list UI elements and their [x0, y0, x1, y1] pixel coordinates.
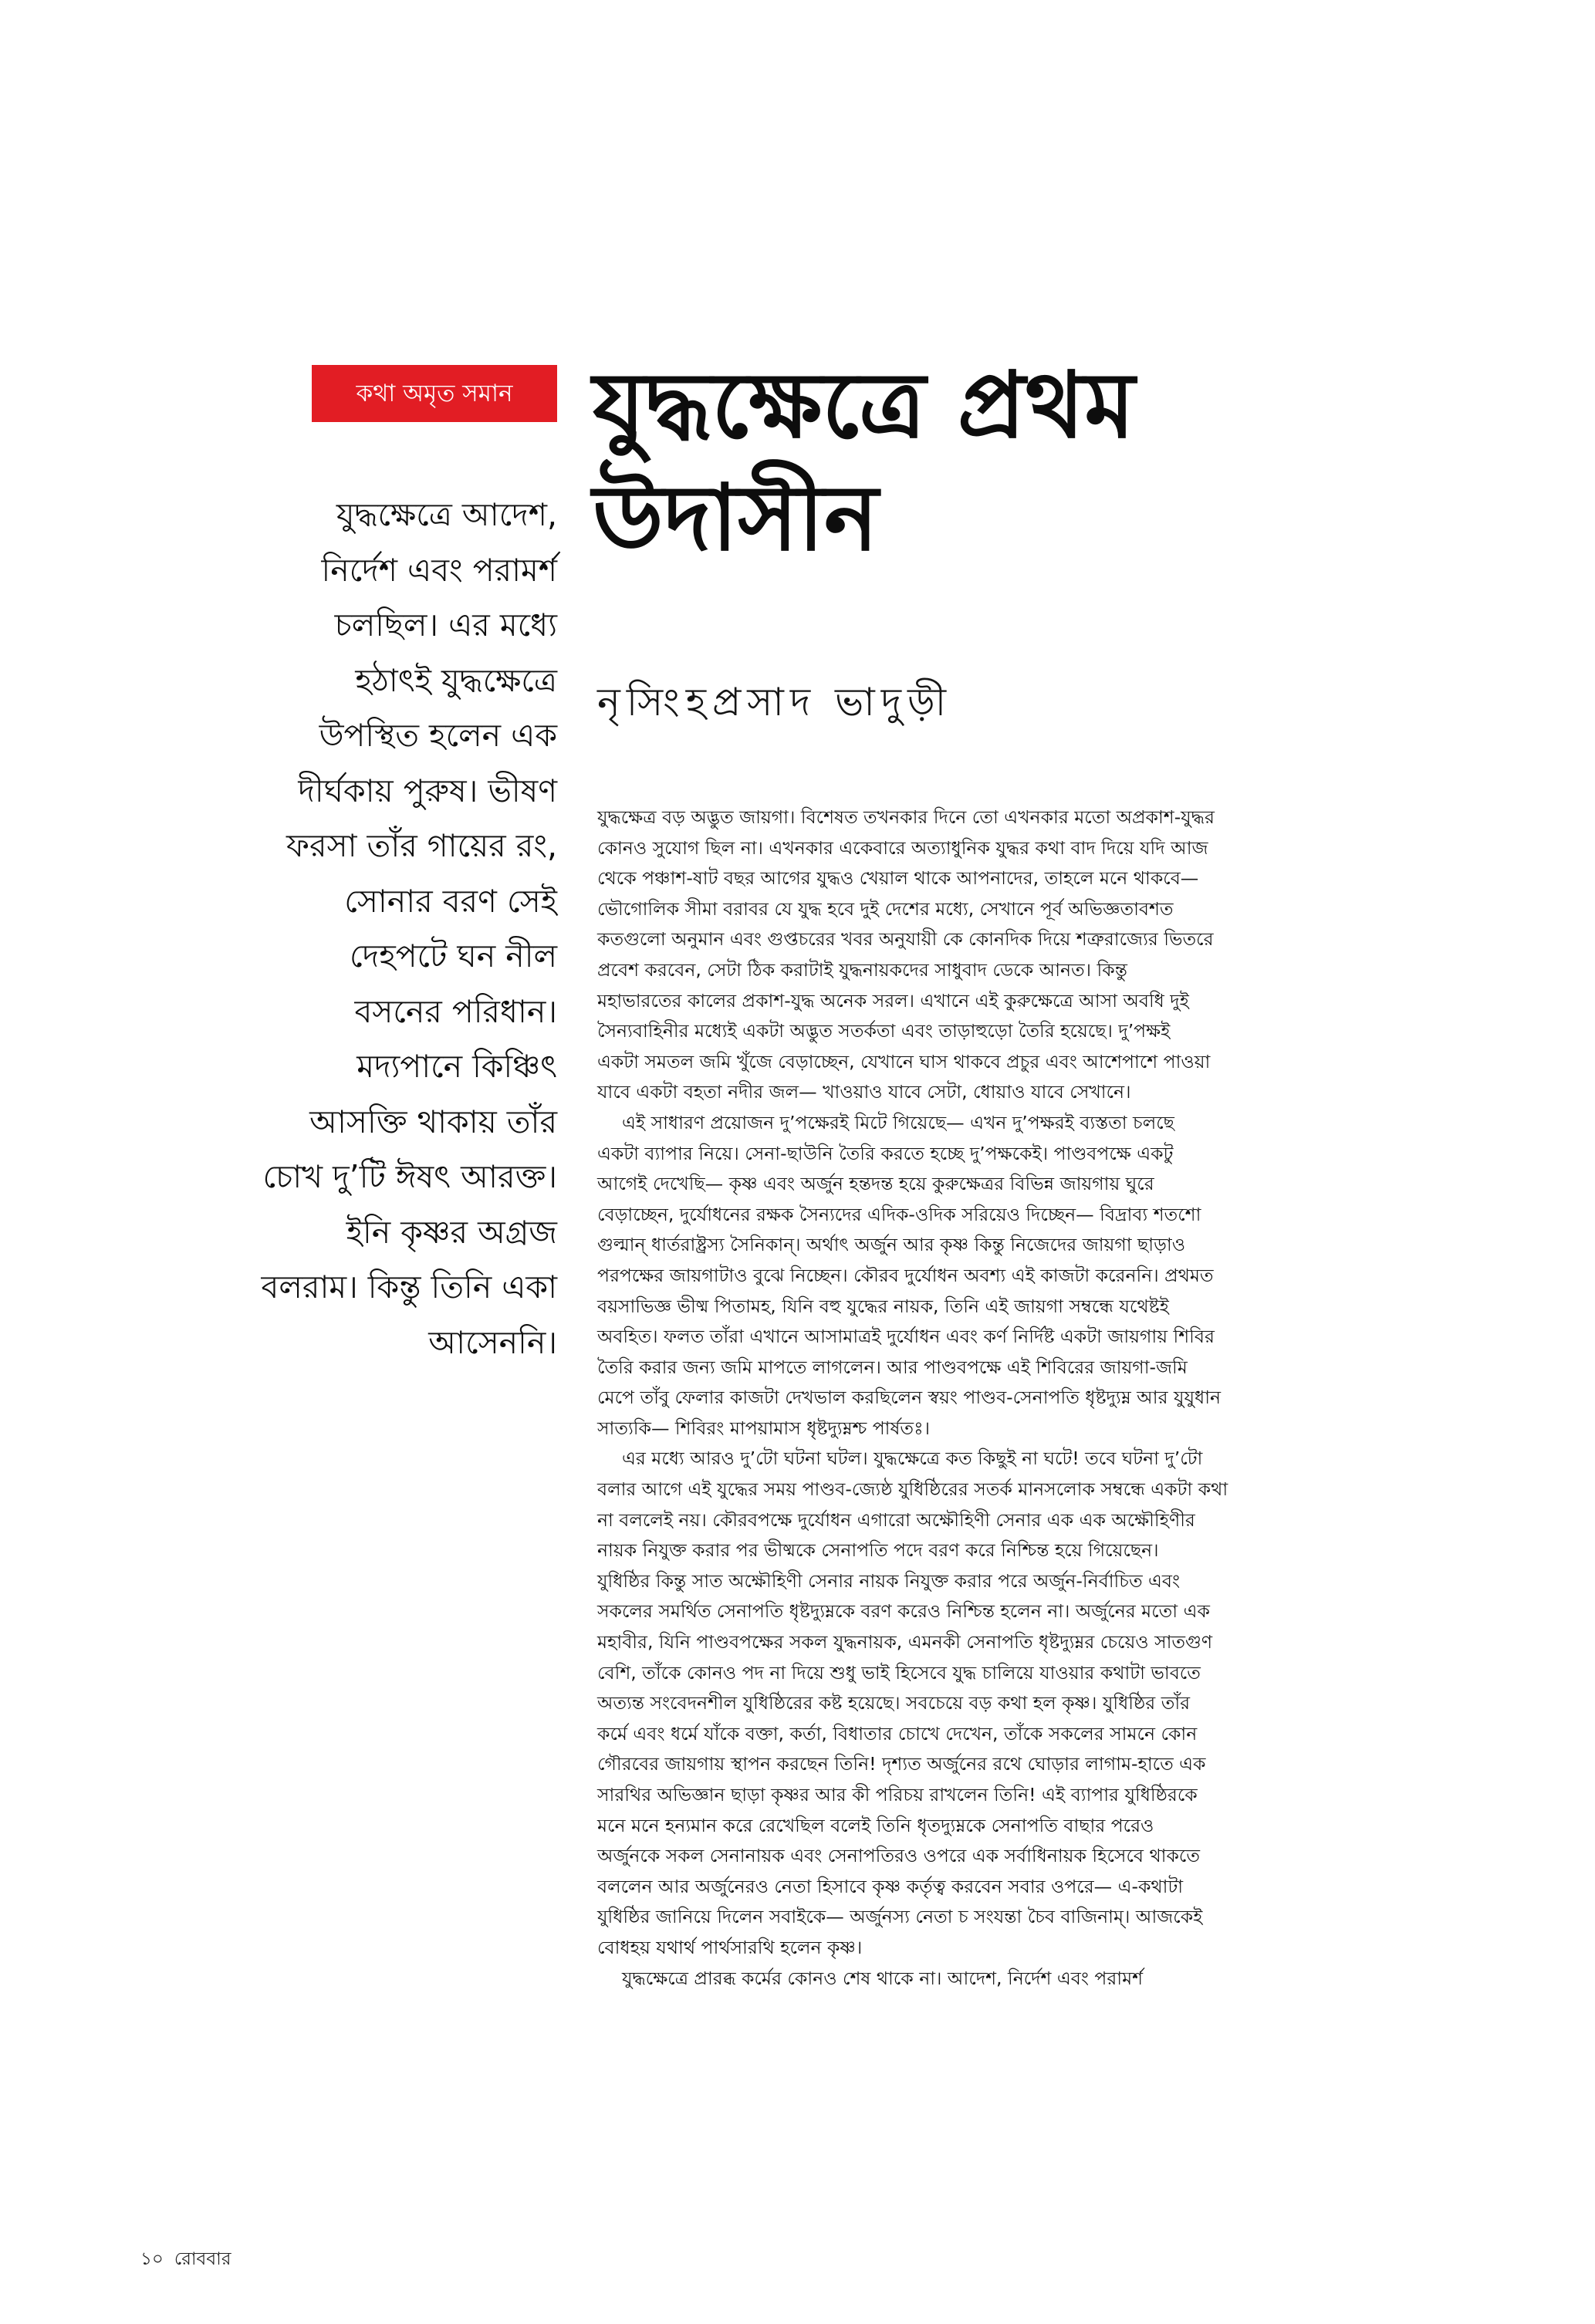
pullquote-line: বসনের পরিধান। — [354, 992, 557, 1030]
body-line: এই সাধারণ প্রয়োজন দু’পক্ষেরই মিটে গিয়েছে— এখন দু’পক্ষরই ব্যস্ততা চলছে — [622, 1111, 1174, 1133]
body-line: এর মধ্যে আরও দু’টো ঘটনা ঘটল। যুদ্ধক্ষেত্রে কত কিছুই না ঘটে! তবে ঘটনা দু’টো — [622, 1447, 1203, 1470]
title-line-1: যুদ্ধক্ষেত্রে প্রথম — [593, 352, 1135, 458]
pull-quote — [116, 488, 557, 1370]
body-line: অর্জুনকে সকল সেনানায়ক এবং সেনাপতিরও ওপরে এক সর্বাধিনায়ক হিসেবে থাকতে — [597, 1845, 1200, 1867]
pullquote-line: আসেননি। — [428, 1323, 557, 1361]
body-line: বেশি, তাঁকে কোনও পদ না দিয়ে শুধু ভাই হিসেবে যুদ্ধ চালিয়ে যাওয়ার কথাটা ভাবতে — [597, 1661, 1201, 1684]
author-byline: নৃসিংহপ্রসাদ ভাদুড়ী — [597, 680, 953, 725]
pullquote-line: ফরসা তাঁর গায়ের রং, — [286, 827, 557, 864]
pullquote-line: দীর্ঘকায় পুরুষ। ভীষণ — [298, 772, 557, 809]
body-line: যুধিষ্ঠির কিন্তু সাত অক্ষৌহিণী সেনার নায়ক নিযুক্ত করার পরে অর্জুন-নির্বাচিত এবং — [597, 1569, 1181, 1592]
body-line: যাবে একটা বহতা নদীর জল— খাওয়াও যাবে সেটা, ধোয়াও যাবে সেখানে। — [597, 1081, 1131, 1103]
article-body — [597, 802, 1516, 1994]
body-line: বেড়াচ্ছেন, দুর্যোধনের রক্ষক সৈন্যদের এদিক-ওদিক সরিয়েও দিচ্ছেন— বিদ্রাব্য শতশো — [597, 1203, 1201, 1225]
body-line: ভৌগোলিক সীমা বরাবর যে যুদ্ধ হবে দুই দেশের মধ্যে, সেখানে পূর্ব অভিজ্ঞতাবশত — [597, 897, 1174, 920]
body-line: অত্যন্ত সংবেদনশীল যুধিষ্ঠিরের কষ্ট হয়েছে। সবচেয়ে বড় কথা হল কৃষ্ণ। যুধিষ্ঠির তাঁর — [597, 1692, 1191, 1714]
page-number: ১০ — [140, 2249, 164, 2269]
body-line: কতগুলো অনুমান এবং গুপ্তচরের খবর অনুযায়ী কে কোনদিক দিয়ে শত্রুরাজ্যের ভিতরে — [597, 928, 1214, 951]
pullquote-line: ইনি কৃষ্ণর অগ্রজ — [346, 1213, 557, 1251]
pullquote-line: নির্দেশ এবং পরামর্শ — [321, 551, 557, 589]
title-line-2: উদাসীন — [593, 464, 879, 571]
pullquote-line: সোনার বরণ সেই — [344, 882, 557, 920]
body-line: অবহিত। ফলত তাঁরা এখানে আসামাত্রই দুর্যোধন এবং কর্ণ নির্দিষ্ট একটা জায়গায় শিবির — [597, 1326, 1215, 1348]
body-line: নায়ক নিযুক্ত করার পর ভীষ্মকে সেনাপতি পদে বরণ করে নিশ্চিন্ত হয়ে গিয়েছেন। — [597, 1539, 1159, 1562]
body-line: কর্মে এবং ধর্মে যাঁকে বক্তা, কর্তা, বিধাতার চোখে দেখেন, তাঁকে সকলের সামনে কোন — [597, 1722, 1198, 1745]
body-line: একটা ব্যাপার নিয়ে। সেনা-ছাউনি তৈরি করতে হচ্ছে দু’পক্ষকেই। পাণ্ডবপক্ষে একটু — [597, 1142, 1174, 1164]
body-line: যুদ্ধক্ষেত্র বড় অদ্ভুত জায়গা। বিশেষত তখনকার দিনে তো এখনকার মতো অপ্রকাশ-যুদ্ধর — [597, 806, 1215, 828]
article-title — [593, 349, 1534, 574]
body-line: গুল্মান্ ধার্তরাষ্ট্রস্য সৈনিকান্। অর্থাৎ অর্জুন আর কৃষ্ণ কিন্তু নিজেদের জায়গা ছাড়াও — [597, 1234, 1186, 1256]
body-line: কোনও সুযোগ ছিল না। এখনকার একেবারে অত্যাধুনিক যুদ্ধর কথা বাদ দিয়ে যদি আজ — [597, 836, 1208, 859]
body-line: একটা সমতল জমি খুঁজে বেড়াচ্ছেন, যেখানে ঘাস থাকবে প্রচুর এবং আশেপাশে পাওয়া — [597, 1050, 1211, 1072]
body-line: মনে মনে হন্যমান করে রেখেছিল বলেই তিনি ধৃতদ্যুম্নকে সেনাপতি বাছার পরেও — [597, 1814, 1154, 1836]
body-line: বয়সাভিজ্ঞ ভীষ্ম পিতামহ, যিনি বহু যুদ্ধের নায়ক, তিনি এই জায়গা সম্বন্ধে যথেষ্টই — [597, 1295, 1169, 1317]
body-line: বললেন আর অর্জুনেরও নেতা হিসাবে কৃষ্ণ কর্তৃত্ব করবেন সবার ওপরে— এ-কথাটা — [597, 1875, 1184, 1897]
pullquote-line: আসক্তি থাকায় তাঁর — [309, 1103, 557, 1140]
body-line: সাত্যকি— শিবিরং মাপয়ামাস ধৃষ্টদ্যুম্নশ্চ পার্ষতঃ। — [597, 1417, 930, 1439]
section-tag: কথা অমৃত সমান — [312, 365, 557, 422]
body-line: তৈরি করার জন্য জমি মাপতে লাগলেন। আর পাণ্ডবপক্ষে এই শিবিরের জায়গা-জমি — [597, 1356, 1188, 1378]
body-line: যুধিষ্ঠির জানিয়ে দিলেন সবাইকে— অর্জুনস্য নেতা চ সংযন্তা চৈব বাজিনাম্। আজকেই — [597, 1906, 1203, 1928]
pullquote-line: বলরাম। কিন্তু তিনি একা — [261, 1268, 557, 1306]
pullquote-line: মদ্যপানে কিঞ্চিৎ — [357, 1048, 557, 1085]
body-line: বোধহয় যথার্থ পার্থসারথি হলেন কৃষ্ণ। — [597, 1936, 863, 1958]
pullquote-line: চোখ দু’টি ঈষৎ আরক্ত। — [262, 1158, 557, 1195]
pullquote-line: চলছিল। এর মধ্যে — [334, 606, 557, 643]
body-line: আগেই দেখেছি— কৃষ্ণ এবং অর্জুন হন্তদন্ত হয়ে কুরুক্ষেত্রর বিভিন্ন জায়গায় ঘুরে — [597, 1173, 1154, 1195]
pullquote-line: হঠাৎই যুদ্ধক্ষেত্রে — [355, 661, 557, 699]
body-line: বলার আগে এই যুদ্ধের সময় পাণ্ডব-জ্যেষ্ঠ যুধিষ্ঠিরের সতর্ক মানসলোক সম্বন্ধে একটা কথা — [597, 1478, 1228, 1501]
body-line: সৈন্যবাহিনীর মধ্যেই একটা অদ্ভুত সতর্কতা এবং তাড়াহুড়ো তৈরি হয়েছে। দু’পক্ষই — [597, 1020, 1171, 1042]
page-footer — [140, 2245, 242, 2273]
body-line: সকলের সমর্থিত সেনাপতি ধৃষ্টদ্যুম্নকে বরণ করেও নিশ্চিন্ত হলেন না। অর্জুনের মতো এক — [597, 1600, 1210, 1623]
body-line: মহাবীর, যিনি পাণ্ডবপক্ষের সকল যুদ্ধনায়ক, এমনকী সেনাপতি ধৃষ্টদ্যুম্নর চেয়েও সাতগুণ — [597, 1631, 1213, 1653]
body-line: মেপে তাঁবু ফেলার কাজটা দেখভাল করছিলেন স্বয়ং পাণ্ডব-সেনাপতি ধৃষ্টদ্যুম্ন আর যুযুধান — [597, 1387, 1222, 1409]
body-line: প্রবেশ করবেন, সেটা ঠিক করাটাই যুদ্ধনায়কদের সাধুবাদ ডেকে আনত। কিন্তু — [597, 958, 1127, 981]
body-line: সারথির অভিজ্ঞান ছাড়া কৃষ্ণর আর কী পরিচয় রাখলেন তিনি! এই ব্যাপার যুধিষ্ঠিরকে — [597, 1784, 1198, 1805]
pullquote-line: দেহপটে ঘন নীল — [350, 937, 557, 975]
pullquote-line: উপস্থিত হলেন এক — [319, 717, 557, 754]
body-line: থেকে পঞ্চাশ-ষাট বছর আগের যুদ্ধও খেয়াল থাকে আপনাদের, তাহলে মনে থাকবে— — [597, 867, 1199, 890]
body-line: গৌরবের জায়গায় স্থাপন করছেন তিনি! দৃশ্যত অর্জুনের রথে ঘোড়ার লাগাম-হাতে এক — [597, 1753, 1206, 1775]
body-line: না বললেই নয়। কৌরবপক্ষে দুর্যোধন এগারো অক্ষৌহিণী সেনার এক এক অক্ষৌহিণীর — [597, 1508, 1195, 1531]
body-line: পরপক্ষের জায়গাটাও বুঝে নিচ্ছেন। কৌরব দুর্যোধন অবশ্য এই কাজটা করেননি। প্রথমত — [597, 1264, 1214, 1286]
body-line: মহাভারতের কালের প্রকাশ-যুদ্ধ অনেক সরল। এখানে এই কুরুক্ষেত্রে আসা অবধি দুই — [597, 989, 1189, 1012]
pullquote-line: যুদ্ধক্ষেত্রে আদেশ, — [336, 496, 557, 533]
body-line: যুদ্ধক্ষেত্রে প্রারব্ধ কর্মের কোনও শেষ থাকে না। আদেশ, নির্দেশ এবং পরামর্শ — [622, 1967, 1144, 1989]
publication-name: রোববার — [174, 2249, 231, 2269]
